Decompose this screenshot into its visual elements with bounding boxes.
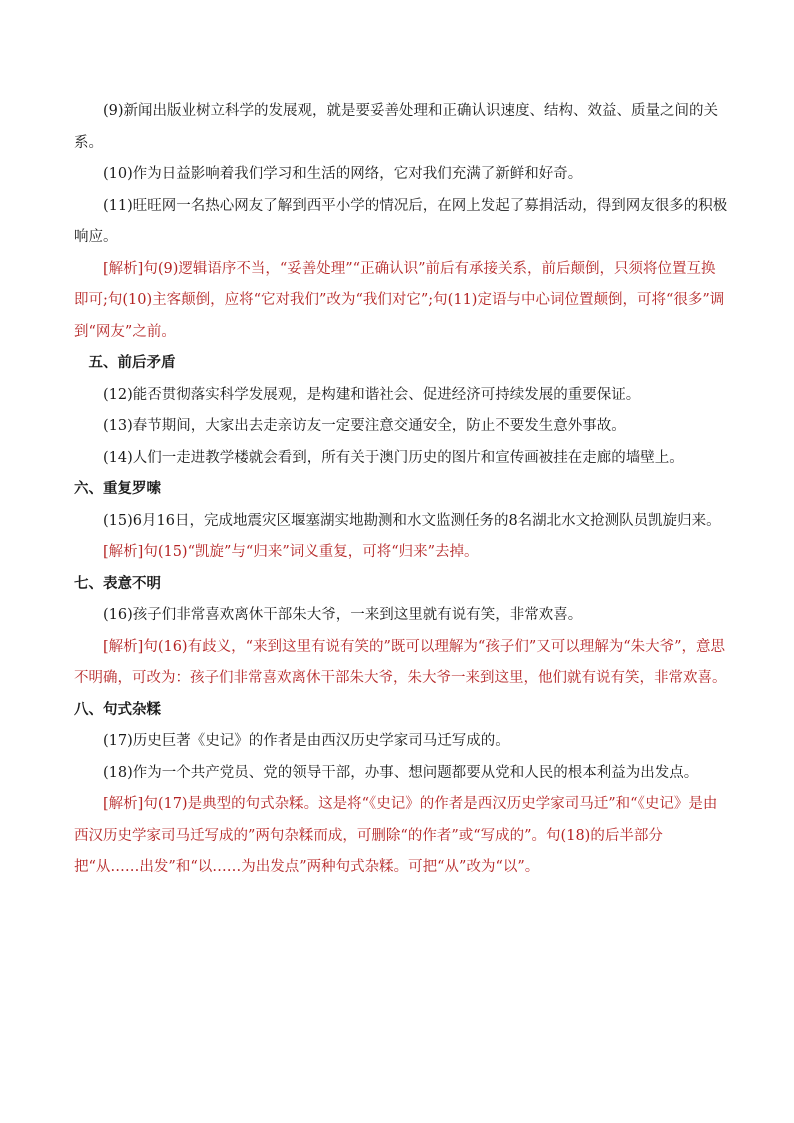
sentence-15: (15)6月16日，完成地震灾区堰塞湖实地勘测和水文监测任务的8名湖北水文抢测队员凯旋归来。 [103,512,721,529]
analysis-17-18: [解析]句(17)是典型的句式杂糅。这是将“《史记》的作者是西汉历史学家司马迁”和“《史记》是由西汉历史学家司马迁写成的”两句杂糅而成，可删除“的作者”或“写成的”。句(18)的后半部分把“从……出发”和“以……为出发点”两种句式杂糅。可把“从”改为“以”。 [74,796,718,875]
section-heading-6: 六、重复罗嗦 [74,481,161,497]
sentence-12: (12)能否贯彻落实科学发展观，是构建和谐社会、促进经济可持续发展的重要保证。 [103,386,641,403]
analysis-16: [解析]句(16)有歧义，“来到这里有说有笑的”既可以理解为“孩子们”又可以理解为“朱大爷”，意思不明确，可改为：孩子们非常喜欢离休干部朱大爷，朱大爷一来到这里，他们就有说有笑，非常欢喜。 [74,638,727,686]
sentence-11: (11)旺旺网一名热心网友了解到西平小学的情况后，在网上发起了募捐活动，得到网友很多的积极响应。 [74,197,728,245]
section-heading-7: 七、表意不明 [74,575,161,592]
sentence-9: (9)新闻出版业树立科学的发展观，就是要妥善处理和正确认识速度、结构、效益、质量之间的关系。 [74,103,719,151]
sentence-14: (14)人们一走进教学楼就会看到，所有关于澳门历史的图片和宣传画被挂在走廊的墙壁上。 [103,449,684,466]
document-body [74,96,728,884]
analysis-15: [解析]句(15)“凯旋”与“归来”词义重复，可将“归来”去掉。 [103,544,479,560]
sentence-17: (17)历史巨著《史记》的作者是由西汉历史学家司马迁写成的。 [103,733,510,749]
section-heading-8: 八、句式杂糅 [74,701,161,718]
sentence-13: (13)春节期间，大家出去走亲访友一定要注意交通安全，防止不要发生意外事故。 [103,418,626,434]
analysis-9-11: [解析]句(9)逻辑语序不当，“妥善处理”“正确认识”前后有承接关系，前后颠倒，只须将位置互换即可;句(10)主客颠倒，应将“它对我们”改为“我们对它”;句(11)定语与中心词位置颠倒，可将“很多”调到“网友”之前。 [74,260,725,340]
sentence-16: (16)孩子们非常喜欢离休干部朱大爷，一来到这里就有说有笑，非常欢喜。 [103,607,583,623]
section-heading-5: 五、前后矛盾 [88,355,176,371]
sentence-18: (18)作为一个共产党员、党的领导干部，办事、想问题都要从党和人民的根本利益为出发点。 [103,764,699,781]
sentence-10: (10)作为日益影响着我们学习和生活的网络，它对我们充满了新鲜和好奇。 [103,166,583,182]
